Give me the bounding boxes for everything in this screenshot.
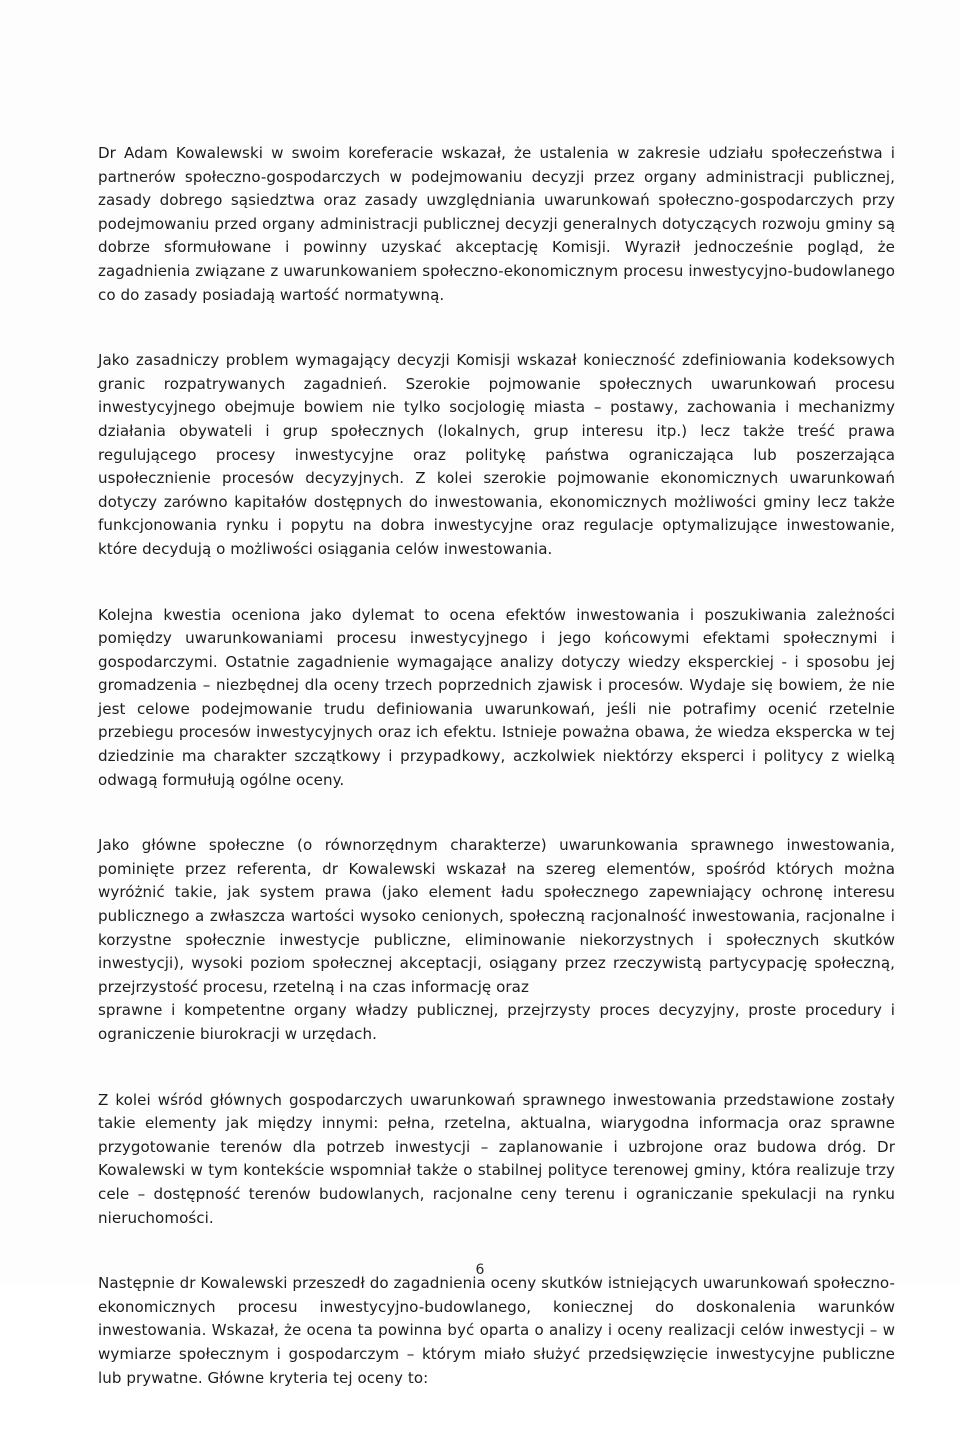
paragraph-ocena-skutkow: Następnie dr Kowalewski przeszedł do zagadnienia oceny skutków istniejących uwarunkowań społeczno-ekonomicznych procesu inwestycyjno-budowlanego, koniecznej do doskonalenia warunków inwestowania. Wskazał, że ocena ta powinna być oparta o analizy i oceny realizacji celów inwestycji – w wymiarze społecznym i gospodarczym – którym miało służyć przedsięwzięcie inwestycyjne publiczne lub prywatne. Główne kryteria tej oceny to: [98,1274,895,1387]
paragraph-spoleczne-uwarunkowania: Jako główne społeczne (o równorzędnym charakterze) uwarunkowania sprawnego inwestowania, pominięte przez referenta, dr Kowalewski wskazał na szereg elementów, spośród których można wyróżnić takie, jak system prawa (jako element ładu społecznego zapewniający ochronę interesu publicznego a zwłaszcza wartości wysoko cenionych, społeczną racjonalność inwestowania, racjonalne i korzystne społecznie inwestycje publiczne, eliminowanie niekorzystnych i społecznych skutków inwestycji), wysoki poziom społecznej akceptacji, osiągany przez rzeczywistą partycypację społeczną, przejrzystość procesu, rzetelną i na czas informację oraz [98,836,895,996]
paragraph-ocena-efektow: Kolejna kwestia oceniona jako dylemat to ocena efektów inwestowania i poszukiwania zależności pomiędzy uwarunkowaniami procesu inwestycyjnego i jego końcowymi efektami społecznymi i gospodarczymi. Ostatnie zagadnienie wymagające analizy dotyczy wiedzy eksperckiej - i sposobu jej gromadzenia – niezbędnej dla oceny trzech poprzednich zjawisk i procesów. Wydaje się bowiem, że nie jest celowe podejmowanie trudu definiowania uwarunkowań, jeśli nie potrafimy ocenić rzetelnie przebiegu procesów inwestycyjnych oraz ich efektu. Istnieje poważna obawa, że wiedza ekspercka w tej dziedzinie ma charakter szczątkowy i przypadkowy, aczkolwiek niektórzy eksperci i politycy z wielką odwagą formułują ogólne oceny. [98,605,895,789]
paragraph-zasadniczy-problem: Jako zasadniczy problem wymagający decyzji Komisji wskazał konieczność zdefiniowania kodeksowych granic rozpatrywanych zagadnień. Szerokie pojmowanie społecznych uwarunkowań procesu inwestycyjnego obejmuje bowiem nie tylko socjologię miasta – postawy, zachowania i mechanizmy działania obywateli i grup społecznych (lokalnych, grup interesu itp.) lecz także treść prawa regulującego procesy inwestycyjne oraz politykę państwa ograniczająca lub poszerzająca uspołecznienie procesów decyzyjnych. Z kolei szerokie pojmowanie ekonomicznych uwarunkowań dotyczy zarówno kapitałów dostępnych do inwestowania, ekonomicznych możliwości gminy lecz także funkcjonowania rynku i popytu na dobra inwestycyjne oraz regulacje optymalizujące inwestowanie, które decydują o możliwości osiągania celów inwestowania. [98,351,895,558]
document-body [98,142,895,1432]
paragraph-koreferat: Dr Adam Kowalewski w swoim koreferacie wskazał, że ustalenia w zakresie udziału społeczeństwa i partnerów społeczno-gospodarczych w podejmowaniu decyzji przez organy administracji publicznej, zasady dobrego sąsiedztwa oraz zasady uwzględniania uwarunkowań społeczno-gospodarczych przy podejmowaniu przed organy administracji publicznej decyzji generalnych dotyczących rozwoju gminy są dobrze sformułowane i powinny uzyskać akceptację Komisji. Wyraził jednocześnie pogląd, że zagadnienia związane z uwarunkowaniem społeczno-ekonomicznym procesu inwestycyjno-budowlanego co do zasady posiadają wartość normatywną. [98,144,895,304]
paragraph-gospodarcze-uwarunkowania: Z kolei wśród głównych gospodarczych uwarunkowań sprawnego inwestowania przedstawione zostały takie elementy jak między innymi: pełna, rzetelna, aktualna, wiarygodna informacja oraz sprawne przygotowanie terenów dla potrzeb inwestycji – zaplanowanie i uzbrojone oraz budowa dróg. Dr Kowalewski w tym kontekście wspomniał także o stabilnej polityce terenowej gminy, która realizuje trzy cele – dostępność terenów budowlanych, racjonalne ceny terenu i ograniczanie spekulacji na rynku nieruchomości. [98,1090,895,1227]
page-number: 6 [475,1262,485,1278]
paragraph-organy-wladzy: sprawne i kompetentne organy władzy publicznej, przejrzysty proces decyzyjny, proste procedury i ograniczenie biurokracji w urzędach. [98,1001,895,1043]
